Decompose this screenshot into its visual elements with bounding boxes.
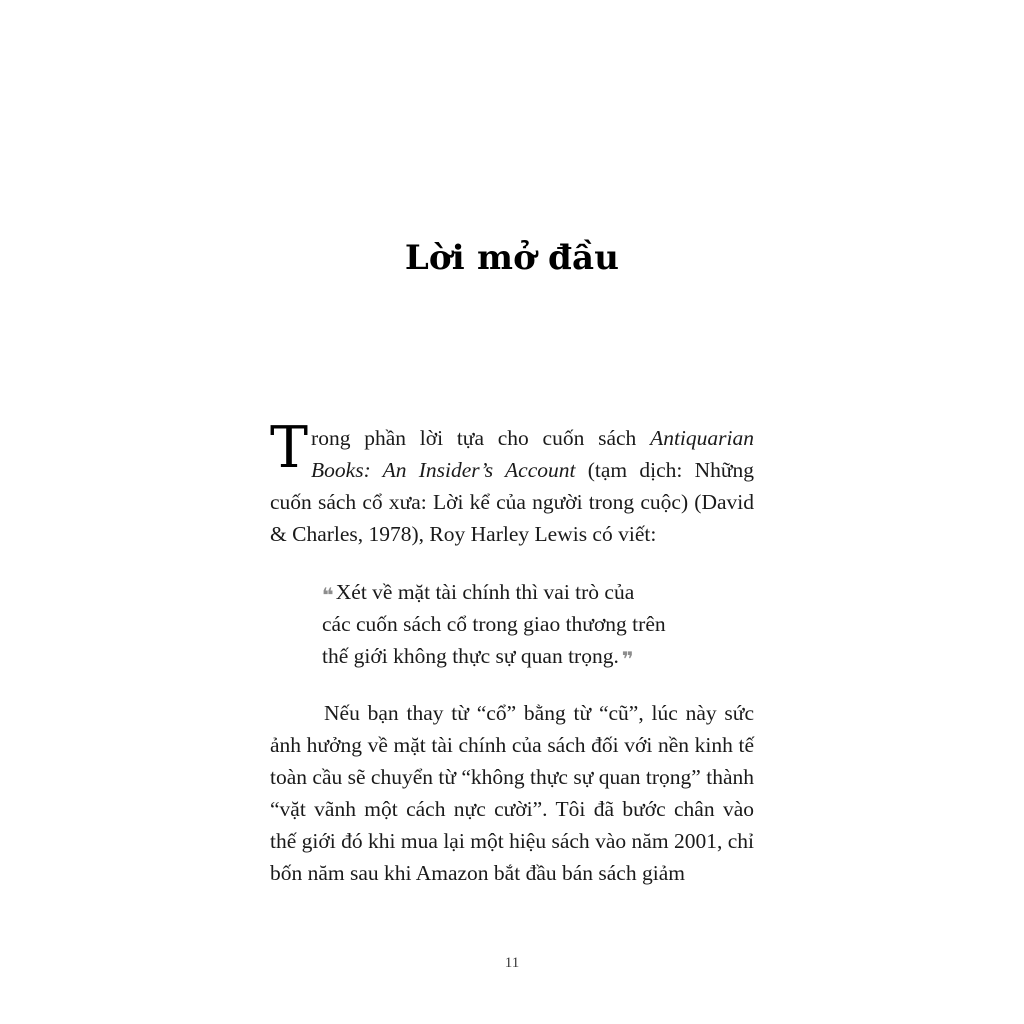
quote-open-icon: ❝ (322, 583, 334, 607)
pull-quote-text-3: thế giới không thực sự quan trọng. (322, 644, 619, 668)
pull-quote-line-1 (322, 576, 722, 608)
text-column (270, 415, 754, 889)
pull-quote-text-1: Xét về mặt tài chính thì vai trò của (335, 580, 635, 604)
opening-paragraph (270, 415, 754, 550)
drop-cap: T (270, 415, 309, 481)
opening-segment-1: rong phần lời tựa cho cuốn sách (311, 426, 651, 450)
opening-segment-3: (tạm dịch: Những cuốn sách cổ xưa: Lời kể của người trong cuộc) (David & Charles, 1978), Roy Harley Lewis có viết: (270, 458, 754, 546)
body-paragraph: Nếu bạn thay từ “cổ” bằng từ “cũ”, lúc này sức ảnh hưởng về mặt tài chính của sách đối với nền kinh tế toàn cầu sẽ chuyển từ “không thực sự quan trọng” thành “vặt vãnh một cách nực cười”. Tôi đã bước chân vào thế giới đó khi mua lại một hiệu sách vào năm 2001, chỉ bốn năm sau khi Amazon bắt đầu bán sách giảm (270, 701, 754, 885)
pull-quote-text-2: các cuốn sách cổ trong giao thương trên (322, 612, 666, 636)
quote-close-icon: ❞ (621, 647, 634, 671)
pull-quote-line-2 (322, 608, 722, 640)
page-number: 11 (504, 955, 520, 971)
opening-segment-italic: Antiquarian Books: An Insider’s Account (311, 426, 754, 482)
pull-quote (322, 576, 722, 672)
page-title: Lời mở đầu (404, 237, 620, 278)
pull-quote-line-3 (322, 640, 722, 672)
